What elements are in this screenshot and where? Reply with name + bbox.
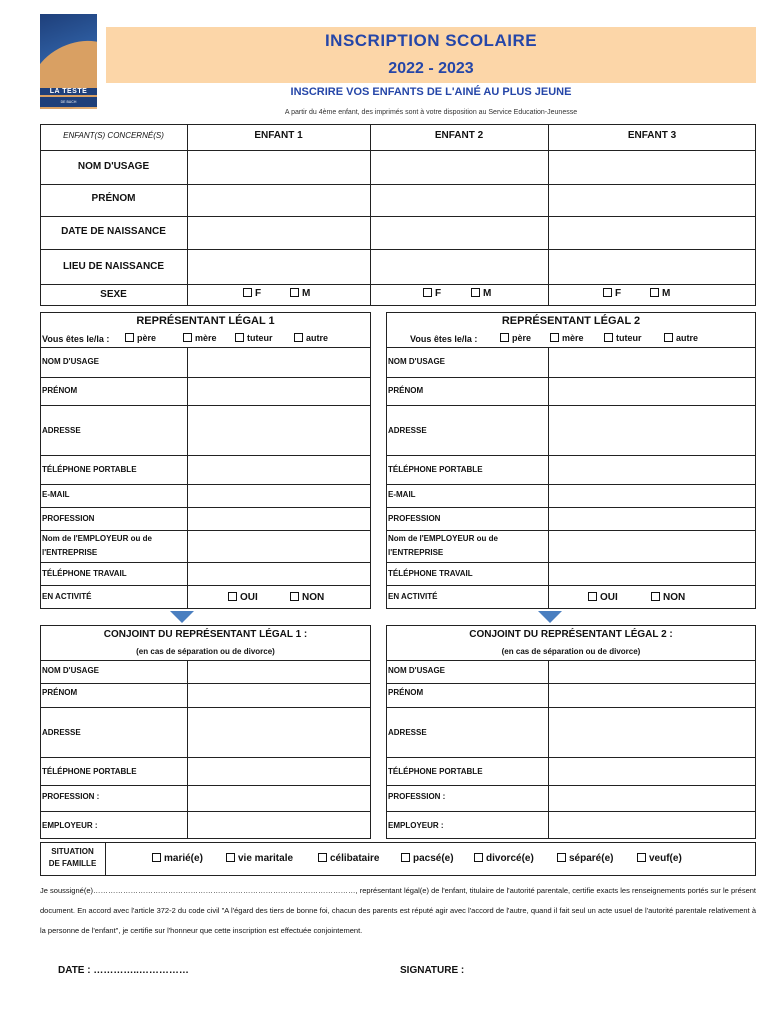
conj2-prenom-label: PRÉNOM	[388, 688, 424, 697]
rep1-email-label: E-MAIL	[42, 490, 70, 499]
sex-m-checkbox-2[interactable]: M	[471, 288, 491, 299]
rep2-tel-travail-label: TÉLÉPHONE TRAVAIL	[388, 569, 473, 578]
rep1-tuteur-checkbox[interactable]: tuteur	[235, 333, 273, 343]
situation-veuf-checkbox[interactable]: veuf(e)	[637, 853, 682, 864]
sex-f-checkbox-3[interactable]: F	[603, 288, 621, 299]
conj1-tel-label: TÉLÉPHONE PORTABLE	[42, 767, 137, 776]
rep1-nom-label: NOM D'USAGE	[42, 357, 100, 366]
rep1-oui-checkbox[interactable]: OUI	[228, 592, 258, 603]
rep2-prenom-label: PRÉNOM	[388, 386, 424, 395]
row-prenom: PRÉNOM	[91, 193, 136, 204]
sex-m-checkbox-3[interactable]: M	[650, 288, 670, 299]
logo-subtext: DE BUCH	[40, 97, 97, 107]
signature-field[interactable]: SIGNATURE :	[400, 965, 465, 976]
situation-pacse-checkbox[interactable]: pacsé(e)	[401, 853, 454, 864]
rep2-title: REPRÉSENTANT LÉGAL 2	[501, 315, 641, 327]
city-logo	[40, 14, 97, 109]
rep2-mere-checkbox[interactable]: mère	[550, 333, 584, 343]
rep2-employeur-label: Nom de l'EMPLOYEUR ou de	[388, 534, 498, 543]
conj1-box	[40, 625, 371, 839]
rep2-adresse-label: ADRESSE	[388, 426, 427, 435]
rep2-oui-checkbox[interactable]: OUI	[588, 592, 618, 603]
conj2-tel-label: TÉLÉPHONE PORTABLE	[388, 767, 483, 776]
row-nom: NOM D'USAGE	[77, 161, 150, 172]
row-sexe: SEXE	[100, 289, 127, 300]
rep2-profession-label: PROFESSION	[388, 514, 441, 523]
situation-label-2: DE FAMILLE	[48, 859, 97, 868]
rep1-non-checkbox[interactable]: NON	[290, 592, 324, 603]
rep2-entreprise-label: l'ENTREPRISE	[388, 548, 444, 557]
conj2-subtitle: (en cas de séparation ou de divorce)	[501, 647, 641, 656]
conj2-profession-label: PROFESSION :	[388, 792, 446, 801]
row-date-naissance: DATE DE NAISSANCE	[61, 226, 166, 237]
sex-m-checkbox-1[interactable]: M	[290, 288, 310, 299]
situation-divorce-checkbox[interactable]: divorcé(e)	[474, 853, 534, 864]
situation-label-1: SITUATION	[51, 847, 94, 856]
conj1-subtitle: (en cas de séparation ou de divorce)	[136, 647, 275, 656]
row-lieu-naissance: LIEU DE NAISSANCE	[62, 261, 165, 272]
rep1-autre-checkbox[interactable]: autre	[294, 333, 328, 343]
page-title: INSCRIPTION SCOLAIRE	[324, 31, 538, 50]
conj2-title: CONJOINT DU REPRÉSENTANT LÉGAL 2 :	[469, 629, 673, 640]
rep1-employeur-label: Nom de l'EMPLOYEUR ou de	[42, 534, 152, 543]
conj1-title: CONJOINT DU REPRÉSENTANT LÉGAL 1 :	[103, 629, 308, 640]
rep2-nom-label: NOM D'USAGE	[388, 357, 446, 366]
conj1-profession-label: PROFESSION :	[42, 792, 100, 801]
situation-separe-checkbox[interactable]: séparé(e)	[557, 853, 613, 864]
rep1-prenom-label: PRÉNOM	[42, 386, 78, 395]
conj1-nom-label: NOM D'USAGE	[42, 666, 100, 675]
rep2-pere-checkbox[interactable]: père	[500, 333, 531, 343]
children-table	[40, 124, 756, 306]
down-arrow-icon	[538, 611, 562, 623]
rep1-entreprise-label: l'ENTREPRISE	[42, 548, 98, 557]
declaration-text: Je soussigné(e)……………………………………………………………………………………………, représentant légal(e) de l'enfant, titulaire de l'autorité parentale, certifie exacts les renseignements portés sur le présent document. En accord avec l'article 372-2 du code civil "A l'égard des tiers de bonne foi, chacun des parents est réputé agir avec l'accord de l'autre, quand il fait seul un acte usuel de l'autorité parentale relativement à la personne de l'enfant", je certifie sur l'honneur que cette inscription est effectuée conjointement.	[40, 886, 756, 935]
rep2-email-label: E-MAIL	[388, 490, 416, 499]
school-year: 2022 - 2023	[388, 60, 474, 77]
logo-text: LA TESTE	[40, 88, 97, 95]
children-header-label: ENFANT(S) CONCERNÉ(S)	[63, 131, 164, 140]
conj2-nom-label: NOM D'USAGE	[388, 666, 446, 675]
sex-f-checkbox-2[interactable]: F	[423, 288, 441, 299]
rep2-tel-label: TÉLÉPHONE PORTABLE	[388, 465, 483, 474]
rep1-tel-label: TÉLÉPHONE PORTABLE	[42, 465, 137, 474]
conj1-adresse-label: ADRESSE	[42, 728, 81, 737]
rep1-mere-checkbox[interactable]: mère	[183, 333, 217, 343]
rep1-pere-checkbox[interactable]: père	[125, 333, 156, 343]
situation-vie-maritale-checkbox[interactable]: vie maritale	[226, 853, 293, 864]
rep1-title: REPRÉSENTANT LÉGAL 1	[136, 315, 275, 327]
note: A partir du 4ème enfant, des imprimés sont à votre disposition au Service Education-Jeunesse	[284, 109, 578, 116]
conj1-prenom-label: PRÉNOM	[42, 688, 78, 697]
col-enfant-3: ENFANT 3	[627, 130, 677, 141]
conj1-employeur-label: EMPLOYEUR :	[42, 821, 98, 830]
rep2-activite-label: EN ACTIVITÉ	[388, 592, 438, 601]
conj2-adresse-label: ADRESSE	[388, 728, 427, 737]
col-enfant-1: ENFANT 1	[254, 130, 303, 141]
rep1-tel-travail-label: TÉLÉPHONE TRAVAIL	[42, 569, 127, 578]
down-arrow-icon	[170, 611, 194, 623]
rep2-tuteur-checkbox[interactable]: tuteur	[604, 333, 642, 343]
rep1-profession-label: PROFESSION	[42, 514, 95, 523]
conj2-box	[386, 625, 756, 839]
rep2-you-are: Vous êtes le/la :	[410, 334, 478, 344]
conj2-employeur-label: EMPLOYEUR :	[388, 821, 444, 830]
date-field[interactable]: DATE : …………..……………	[58, 965, 189, 976]
rep2-non-checkbox[interactable]: NON	[651, 592, 685, 603]
situation-celibataire-checkbox[interactable]: célibataire	[318, 853, 379, 864]
rep1-you-are: Vous êtes le/la :	[42, 334, 110, 344]
rep1-activite-label: EN ACTIVITÉ	[42, 592, 92, 601]
col-enfant-2: ENFANT 2	[434, 130, 484, 141]
rep2-autre-checkbox[interactable]: autre	[664, 333, 698, 343]
rep1-adresse-label: ADRESSE	[42, 426, 81, 435]
subtitle: INSCRIRE VOS ENFANTS DE L'AINÉ AU PLUS JEUNE	[290, 86, 572, 98]
sex-f-checkbox-1[interactable]: F	[243, 288, 261, 299]
situation-marie-checkbox[interactable]: marié(e)	[152, 853, 203, 864]
